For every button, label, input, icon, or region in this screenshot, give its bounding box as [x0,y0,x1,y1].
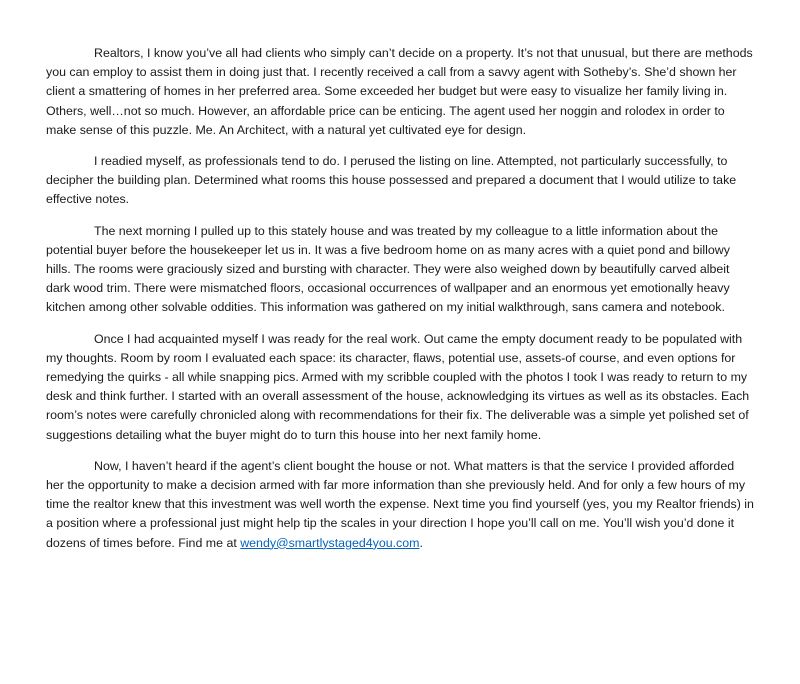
paragraph-preparation: I readied myself, as professionals tend to do. I perused the listing on line. Attempted, not particularly successfully, to decipher the building plan. Determined what rooms this house possessed and prepared a document that I would utilize to take effective notes. [46,154,737,207]
paragraph-walkthrough: The next morning I pulled up to this stately house and was treated by my colleague to a little information about the potential buyer before the housekeeper let us in. It was a five bedroom home on as many acres with a quiet pond and billowy hills. The rooms were graciously sized and bursting with character. They were also weighed down by beautifully carved albeit dark wood trim. There were mismatched floors, occasional occurrences of wallpaper and an enormous yet emotionally heavy kitchen among other solvable oddities. This information was gathered on my initial walkthrough, sans camera and notebook. [46,223,730,315]
paragraph-closing [46,457,754,553]
paragraph-intro: Realtors, I know you’ve all had clients who simply can’t decide on a property. It’s not that unusual, but there are methods you can employ to assist them in doing just that. I recently received a call from a savvy agent with Sotheby’s. She’d shown her client a smattering of homes in her preferred area. Some exceeded her budget but were easy to visualize her family living in. Others, well…not so much. However, an affordable price can be enticing. The agent used her noggin and rolodex in order to make sense of this puzzle. Me. An Architect, with a natural yet cultivated eye for design. [46,46,753,137]
email-link[interactable]: wendy@smartlystaged4you.com [240,535,420,550]
closing-period: . [419,535,423,550]
closing-text: Now, I haven’t heard if the agent’s client bought the house or not. What matters is that the service I provided afforded her the opportunity to make a decision armed with far more information than she previously held. And for only a few hours of my time the realtor knew that this investment was well worth the expense. Next time you find yourself (yes, you my Realtor friends) in a position where a professional just might help tip the scales in your direction I hope you’ll call on me. You’ll wish you’d done it dozens of times before. Find me at [46,458,754,550]
paragraph-assessment: Once I had acquainted myself I was ready for the real work. Out came the empty document ready to be populated with my thoughts. Room by room I evaluated each space: its character, flaws, potential use, assets-of course, and even options for remedying the quirks - all while snapping pics. Armed with my scribble coupled with the photos I took I was ready to return to my desk and think further. I started with an overall assessment of the house, acknowledging its virtues as well as its obstacles. Each room’s notes were carefully chronicled along with recommendations for their fix. The deliverable was a simple yet polished set of suggestions detailing what the buyer might do to turn this house into her next family home. [46,331,750,442]
